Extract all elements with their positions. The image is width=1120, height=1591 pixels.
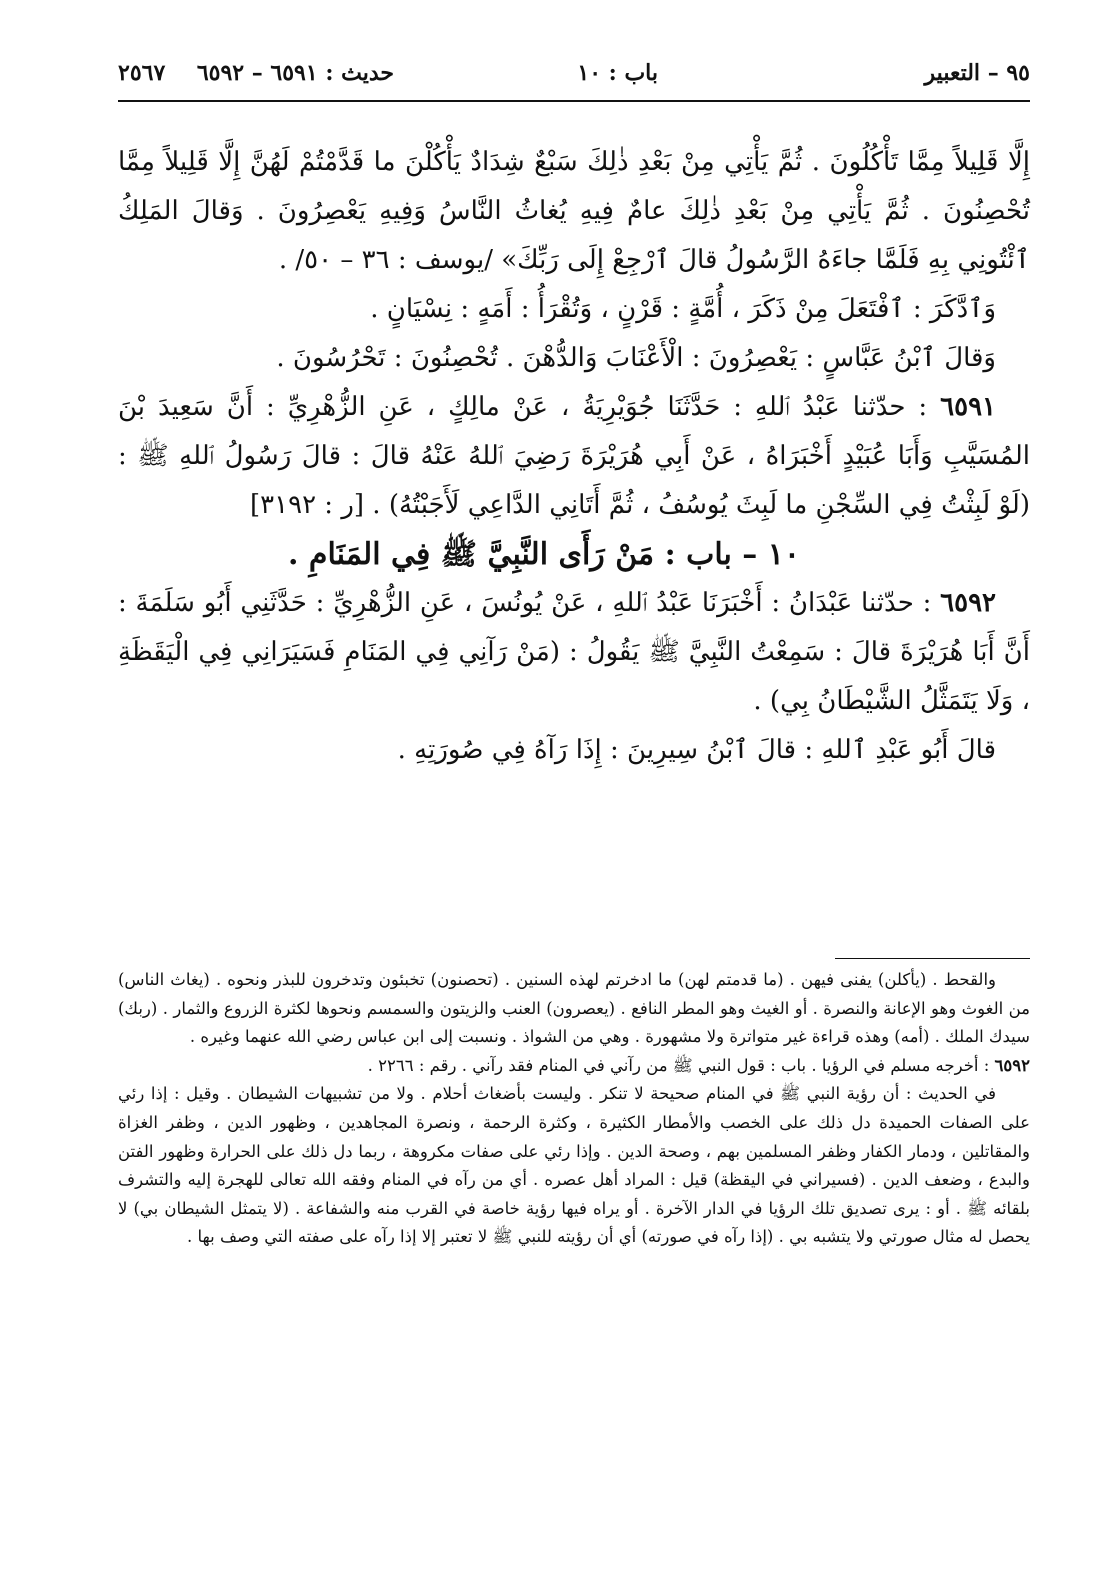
hadith-number: ٦٥٩١ [940,392,997,422]
footnote-text: : أخرجه مسلم في الرؤيا . باب : قول النبي ﷺ من رآني في المنام فقد رآني . رقم : ٢٢٦٦ . [367,1055,990,1075]
hadith-number: ٦٥٩٢ [940,588,997,618]
hadith-range: حديث : ٦٥٩١ – ٦٥٩٢ [196,60,394,86]
abu-abdullah-note: قالَ أَبُو عَبْدِ ٱللهِ : قالَ ٱبْنُ سِيرِينَ : إِذَا رَآهُ فِي صُورَتِهِ . [397,735,996,765]
header-rule [118,100,1030,102]
page-number: ٢٥٦٧ [118,60,166,86]
bab-label: باب : ١٠ [577,60,658,86]
hadith-6591 [118,383,1030,530]
footnote-glossary: والقحط . (يأكلن) يفنى فيهن . (ما قدمتم لهن) ما ادخرتم لهذه السنين . (تحصنون) تخبئون وتدخرون للبذر ونحوه . (يغاث الناس) من الغوث وهو الإعانة والنصرة . أو الغيث وهو المطر النافع . (يعصرون) العنب والزيتون والسمسم ونحوها لكثرة الزروع والثمار . (ربك) سيدك الملك . (أمه) وهذه قراءة غير متواترة ولا مشهورة . وهي من الشواذ . ونسبت إلى ابن عباس رضي الله عنهما وغيره . [118,970,1030,1047]
footnotes [118,966,1030,1252]
footnote-commentary: في الحديث : أن رؤية النبي ﷺ في المنام صحيحة لا تنكر . وليست بأضغاث أحلام . ولا من تشبيهات الشيطان . وقيل : إذا رئي على الصفات الحميدة دل ذلك على الخصب والأمطار الكثيرة ، وكثرة الرحمة ، ونصرة المجاهدين ، وظهور الدين ، وظفر الغزاة والمقاتلين ، ودمار الكفار وظفر المسلمين بهم ، وصحة الدين . وإذا رئي على صفات مكروهة ، ربما دل ذلك على الحرارة وظهور الفتن والبدع ، وضعف الدين . (فسيراني في اليقظة) قيل : المراد أهل عصره . أي من رآه في المنام وفقه الله تعالى للهجرة إليه والتشرف بلقائه ﷺ . أو : يرى تصديق تلك الرؤيا في الدار الآخرة . أو يراه فيها رؤية خاصة في القرب منه والشفاعة . (لا يتمثل الشيطان بي) لا يحصل له مثال صورتي ولا يتشبه بي . (إذا رآه في صورته) أي أن رؤيته للنبي ﷺ لا تعتبر إلا إذا رآه على صفته التي وصف بها . [118,1084,1030,1247]
footnote-number: ٦٥٩٢ [994,1055,1030,1075]
hadith-text: : حدّثنا عَبْدَانُ : أَخْبَرَنَا عَبْدُ ٱللهِ ، عَنْ يُونُسَ ، عَنِ الزُّهْرِيِّ : حَدَّثَنِي أَبُو سَلَمَةَ : أَنَّ أَبَا هُرَيْرَةَ قالَ : سَمِعْتُ النَّبِيَّ ﷺ يَقُولُ : (مَنْ رَآنِي فِي المَنَامِ فَسَيَرَانِي فِي الْيَقَظَةِ ، وَلَا يَتَمَثَّلُ الشَّيْطَانُ بِي) . [118,588,1030,716]
word-explanation: وَٱدَّكَرَ : ٱفْتَعَلَ مِنْ ذَكَرَ ، أُمَّةٍ : قَرْنٍ ، وَتُقْرَأُ : أَمَهٍ : نِسْيَانٍ . [370,294,996,324]
chapter-title: ٩٥ – التعبير [924,60,1030,86]
main-text [118,138,1030,775]
running-header [118,46,1030,96]
quran-passage: إِلَّا قَلِيلاً مِمَّا تَأْكُلُونَ . ثُمَّ يَأْتِي مِنْ بَعْدِ ذٰلِكَ سَبْعٌ شِدَادٌ يَأْكُلْنَ ما قَدَّمْتُمْ لَهُنَّ إِلَّا قَلِيلاً مِمَّا تُحْصِنُونَ . ثُمَّ يَأْتِي مِنْ بَعْدِ ذٰلِكَ عامٌ فِيهِ يُغاثُ النَّاسُ وَفِيهِ يَعْصِرُونَ . وَقالَ المَلِكُ ٱئْتُونِي بِهِ فَلَمَّا جاءَهُ الرَّسُولُ قالَ ٱرْجِعْ إِلَى رَبِّكَ» /يوسف : ٣٦ – ٥٠/ . [118,147,1030,275]
hadith-text: : حدّثنا عَبْدُ ٱللهِ : حَدَّثَنَا جُوَيْرِيَةُ ، عَنْ مالِكٍ ، عَنِ الزُّهْرِيِّ : أَنَّ سَعِيدَ بْنَ المُسَيَّبِ وَأَبَا عُبَيْدٍ أَخْبَرَاهُ ، عَنْ أَبِي هُرَيْرَةَ رَضِيَ ٱللهُ عَنْهُ قالَ : قالَ رَسُولُ ٱللهِ ﷺ : (لَوْ لَبِثْتُ فِي السِّجْنِ ما لَبِثَ يُوسُفُ ، ثُمَّ أَتَانِي الدَّاعِي لَأَجَبْتُهُ) . [ر : ٣١٩٢] [118,392,1030,520]
footnote-6592 [118,1052,1030,1081]
hadith-6592 [118,579,1030,726]
footnote-rule [835,958,1030,959]
ibn-abbas-note: وَقالَ ٱبْنُ عَبَّاسٍ : يَعْصِرُونَ : الْأَعْنَابَ وَالدُّهْنَ . تُحْصِنُونَ : تَحْرُسُونَ . [276,343,996,373]
bab-title: ١٠ – باب : مَنْ رَأَى النَّبِيَّ ﷺ فِي المَنَامِ . [288,537,800,572]
